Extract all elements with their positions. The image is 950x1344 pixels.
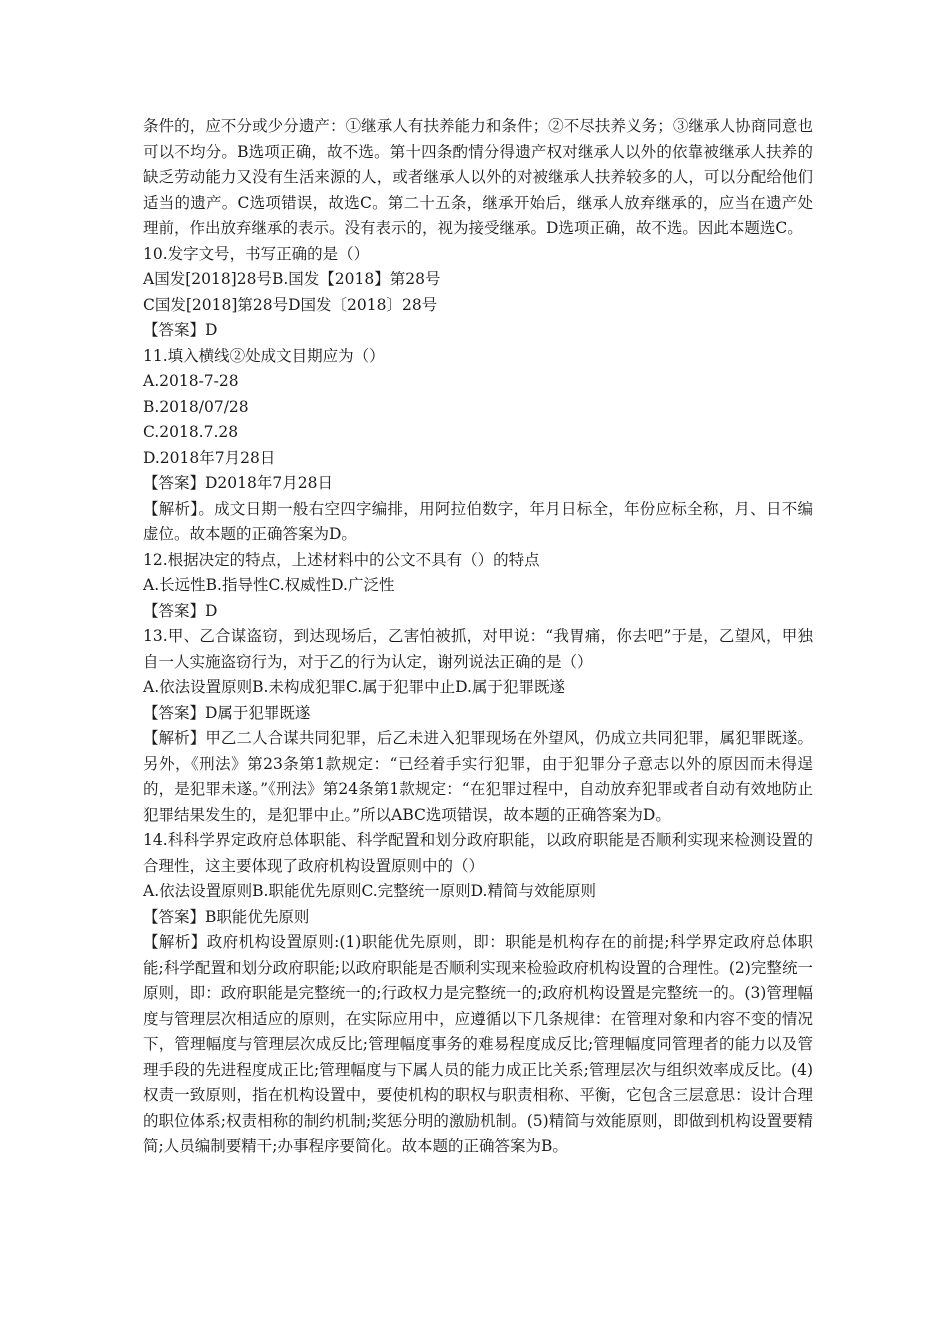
paragraph-inheritance-explanation: 条件的，应不分或少分遗产：①继承人有扶养能力和条件；②不尽扶养义务；③继承人协商同意也可以不均分。B选项正确，故不选。第十四条酌情分得遗产权对继承人以外的依靠被继承人扶养的缺乏劳动能力又没有生活来源的人，或者继承人以外的对被继承人扶养较多的人，可以分配给他们适当的遗产。C选项错误，故选C。第二十五条，继承开始后，继承人放弃继承的，应当在遗产处理前，作出放弃继承的表示。没有表示的，视为接受继承。D选项正确，故不选。因此本题选C。 — [143, 117, 813, 237]
question-13-options: A.依法设置原则B.未构成犯罪C.属于犯罪中止D.属于犯罪既遂 — [143, 678, 565, 696]
question-14: 14.科科学界定政府总体职能、科学配置和划分政府职能，以政府职能是否顺利实现来检测设置的合理性，这主要体现了政府机构设置原则中的（） — [143, 831, 813, 875]
question-13: 13.甲、乙合谋盗窃，到达现场后，乙害怕被抓，对甲说：“我胃痛，你去吧”于是，乙望风，甲独自一人实施盗窃行为，对于乙的行为认定，谢列说法正确的是（） — [143, 627, 813, 671]
question-12-answer: 【答案】D — [143, 601, 218, 620]
question-11-answer: 【答案】D2018年7月28日 — [143, 474, 333, 492]
question-14-options: A.依法设置原则B.职能优先原则C.完整统一原则D.精简与效能原则 — [143, 882, 596, 900]
question-12: 12.根据决定的特点，上述材料中的公文不具有（）的特点 — [143, 550, 540, 569]
document-body — [143, 114, 813, 1160]
question-11: 11.填入横线②处成文目期应为（） — [143, 346, 385, 365]
question-10-options-cd: C国发[2018]第28号D国发〔2018〕28号 — [143, 295, 438, 314]
question-14-answer: 【答案】B职能优先原则 — [143, 907, 310, 926]
question-13-analysis: 【解析】甲乙二人合谋共同犯罪，后乙未进入犯罪现场在外望风，仍成立共同犯罪，属犯罪既遂。另外，《刑法》第23条第1款规定：“已经着手实行犯罪，由于犯罪分子意志以外的原因而未得逞的，是犯罪未遂。”《刑法》第24条第1款规定：“在犯罪过程中，自动放弃犯罪或者自动有效地防止犯罪结果发生的，是犯罪中止。”所以ABC选项错误，故本题的正确答案为D。 — [143, 729, 813, 824]
question-14-analysis: 【解析】政府机构设置原则:(1)职能优先原则，即：职能是机构存在的前提;科学界定政府总体职能;科学配置和划分政府职能;以政府职能是否顺利实现来检验政府机构设置的合理性。(2)完整统一原则，即：政府职能是完整统一的;行政权力是完整统一的;政府机构设置是完整统一的。(3)管理幅度与管理层次相适应的原则，在实际应用中，应遵循以下几条规律：在管理对象和内容不变的情况下，管理幅度与管理层次成反比;管理幅度事务的难易程度成反比;管理幅度同管理者的能力以及管理手段的先进程度成正比;管理幅度与下属人员的能力成正比关系;管理层次与组织效率成反比。(4)权责一致原则，指在机构设置中，要使机构的职权与职责相称、平衡，它包含三层意思：设计合理的职位体系;权责相称的制约机制;奖惩分明的激励机制。(5)精简与效能原则，即做到机构设置要精简;人员编制要精干;办事程序要简化。故本题的正确答案为B。 — [143, 933, 813, 1155]
question-11-option-d: D.2018年7月28日 — [143, 448, 276, 467]
question-10: 10.发字文号，书写正确的是（） — [143, 244, 370, 263]
question-10-answer: 【答案】D — [143, 321, 218, 339]
question-11-option-b: B.2018/07/28 — [143, 397, 249, 416]
question-11-option-c: C.2018.7.28 — [143, 423, 239, 441]
question-12-options: A.长远性B.指导性C.权威性D.广泛性 — [143, 576, 395, 594]
question-10-options-ab: A国发[2018]28号B.国发【2018】第28号 — [143, 270, 441, 288]
question-11-option-a: A.2018-7-28 — [143, 372, 239, 390]
question-13-answer: 【答案】D属于犯罪既遂 — [143, 703, 311, 722]
question-11-analysis: 【解析】。成文日期一般右空四字编排，用阿拉伯数字，年月日标全，年份应标全称，月、日不编虚位。故本题的正确答案为D。 — [143, 499, 813, 543]
